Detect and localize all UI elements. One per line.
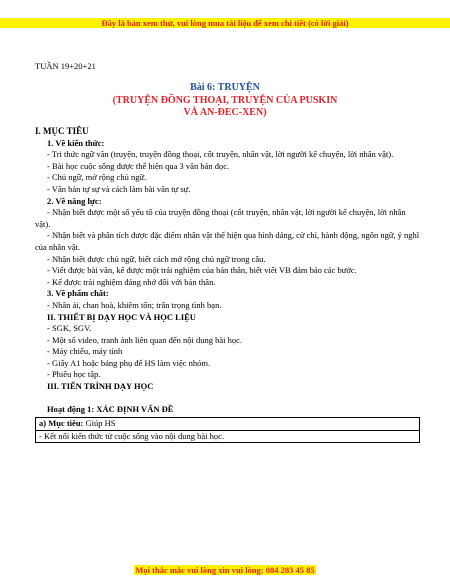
preview-banner-text: Đây là bản xem thử, vui lòng mua tài liệu để xem chi tiết (có lời giải) xyxy=(101,18,349,28)
knowledge-heading: 1. Về kiến thức: xyxy=(47,137,105,148)
quality-item: - Nhân ái, chan hoà, khiêm tốn; trân trọng tình bạn. xyxy=(47,299,222,310)
activity-table xyxy=(35,417,420,443)
activity-heading: Hoạt động 1: XÁC ĐỊNH VẤN ĐỀ xyxy=(47,403,174,414)
ability-heading: 2. Về năng lực: xyxy=(47,195,102,206)
preview-banner xyxy=(0,18,450,28)
ability-item: - Nhận biết được chủ ngữ, biết cách mở rộng chủ ngữ trong câu. xyxy=(47,253,266,264)
equipment-item: - Một số video, tranh ảnh liên quan đến nội dung bài học. xyxy=(47,334,242,345)
equipment-item: - Giấy A1 hoặc bảng phụ để HS làm việc nhóm. xyxy=(47,357,211,368)
quality-heading: 3. Về phẩm chất: xyxy=(47,288,109,299)
section-process-heading: III. TIẾN TRÌNH DẠY HỌC xyxy=(47,381,154,392)
ability-item: - Viết được bài văn, kể được một trải nghiệm của bản thân, biết viết VB đảm bảo các bước. xyxy=(47,265,357,276)
knowledge-item: - Văn bản tự sự và cách làm bài văn tự sự. xyxy=(47,183,191,194)
activity-goal-text: Giúp HS xyxy=(83,418,116,429)
knowledge-item: - Bài học cuộc sống được thể hiện qua 3 văn bản đọc. xyxy=(47,160,230,171)
ability-item: - Nhận biết được một số yếu tố của truyện đồng thoại (cốt truyện, nhân vật, lời người kể chuyện, lời nhân vật). xyxy=(35,207,406,229)
ability-item: - Kể được trải nghiệm đáng nhớ đối với bản thân. xyxy=(47,276,216,287)
knowledge-item: - Tri thức ngữ văn (truyện, truyện đồng thoại, cốt truyện, nhân vật, lời người kể chuyện, lời nhân vật). xyxy=(47,149,394,160)
lesson-title: Bài 6: TRUYỆN xyxy=(190,82,260,93)
section-equipment-heading: II. THIẾT BỊ DẠY HỌC VÀ HỌC LIỆU xyxy=(47,311,196,322)
lesson-subtitle-line1: (TRUYỆN ĐỒNG THOẠI, TRUYỆN CỦA PUSKIN xyxy=(112,95,338,106)
lesson-subtitle-line2: VÀ AN-ĐEC-XEN) xyxy=(183,107,267,118)
equipment-item: - Phiếu học tập. xyxy=(47,369,101,380)
equipment-item: - Máy chiếu, máy tính xyxy=(47,346,123,357)
activity-goal-item: - Kết nối kiến thức từ cuộc sống vào nội dung bài học. xyxy=(39,430,225,441)
contact-banner xyxy=(0,565,450,575)
equipment-item: - SGK, SGV. xyxy=(47,323,92,334)
activity-goal-label: a) Mục tiêu: xyxy=(39,418,84,429)
activity-goal-row xyxy=(36,418,419,431)
contact-banner-text: Mọi thắc mắc vui lòng xin vui lòng: 084 283 45 85 xyxy=(135,565,315,575)
ability-item: - Nhận biết và phân tích được đặc điểm nhân vật thể hiện qua hình dáng, cử chỉ, hành động, ngôn ngữ, ý nghĩ của nhân vật. xyxy=(35,230,420,252)
knowledge-item: - Chủ ngữ, mở rộng chủ ngữ. xyxy=(47,172,147,183)
week-label: TUẦN 19+20+21 xyxy=(35,61,96,71)
document-body xyxy=(35,126,420,443)
section-objectives-heading: I. MỤC TIÊU xyxy=(35,126,89,136)
